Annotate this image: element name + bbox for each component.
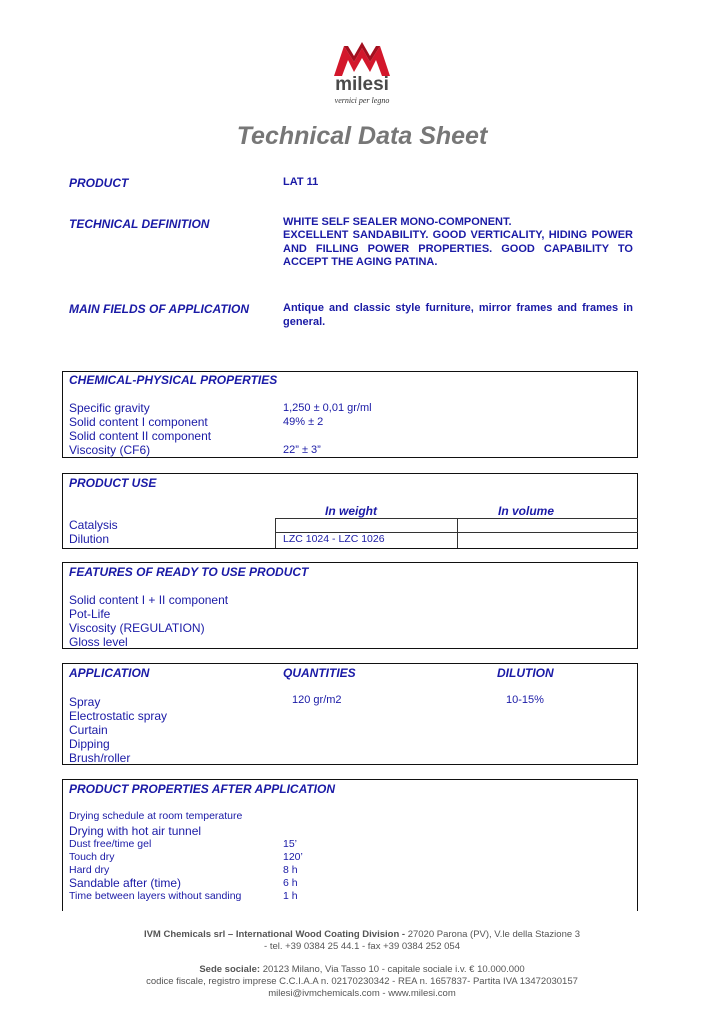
spray-quantity: 120 gr/m2 [292, 694, 342, 706]
after-row-value: 15’ [283, 838, 298, 850]
chem-row-name: Solid content II component [69, 429, 212, 443]
spray-dilution: 10-15% [506, 694, 544, 706]
main-fields-label: MAIN FIELDS OF APPLICATION [69, 302, 249, 316]
application-row: Spray [69, 695, 101, 709]
quantities-header: QUANTITIES [283, 666, 356, 680]
page-title: Technical Data Sheet [236, 122, 488, 150]
hot-air-label: Drying with hot air tunnel [69, 824, 202, 838]
application-row: Brush/roller [69, 751, 131, 765]
chem-row-name: Viscosity (CF6) [69, 443, 151, 457]
footer-fiscal: codice fiscale, registro imprese C.C.I.A.A n. 02170230342 - REA n. 1657837- Partita IVA 13472030157 [146, 976, 578, 987]
features-title: FEATURES OF READY TO USE PRODUCT [69, 565, 309, 579]
catalysis-label: Catalysis [69, 518, 118, 532]
footer-contacts: milesi@ivmchemicals.com - www.milesi.com [268, 988, 456, 999]
after-row-value: 6 h [283, 877, 298, 889]
chem-row-value: 22” ± 3” [283, 444, 321, 456]
footer-sede-label: Sede sociale: [199, 964, 261, 975]
chem-row-value: 1,250 ± 0,01 gr/ml [283, 402, 372, 414]
main-fields-value: Antique and classic style furniture, mirror frames and frames in general. [283, 302, 633, 328]
after-row-name: Hard dry [69, 864, 110, 876]
footer-company-division: Chemicals srl – International Wood Coating Division - [163, 929, 406, 940]
in-volume-header: In volume [498, 504, 555, 518]
chem-row-name: Solid content I component [69, 415, 208, 429]
footer-sede-value: 20123 Milano, Via Tasso 10 - capitale sociale i.v. € 10.000.000 [262, 964, 525, 975]
footer-company-line [0, 929, 724, 941]
logo-tagline: vernici per legno [334, 96, 390, 105]
after-row-name: Time between layers without sanding [69, 890, 242, 902]
chem-row-value: 49% ± 2 [283, 416, 324, 428]
application-row: Dipping [69, 737, 110, 751]
features-row: Gloss level [69, 635, 128, 649]
divider [275, 518, 276, 548]
milesi-logo [330, 40, 394, 112]
after-application-title: PRODUCT PROPERTIES AFTER APPLICATION [69, 782, 336, 796]
dilution-header: DILUTION [497, 666, 554, 680]
in-weight-header: In weight [325, 504, 377, 518]
after-row-name: Sandable after (time) [69, 876, 182, 890]
features-row: Viscosity (REGULATION) [69, 621, 205, 635]
after-row-value: 120’ [283, 851, 303, 863]
application-title: APPLICATION [69, 666, 150, 680]
chem-row-name: Specific gravity [69, 401, 150, 415]
technical-definition-line1: WHITE SELF SEALER MONO-COMPONENT. [283, 216, 512, 228]
technical-definition-label: TECHNICAL DEFINITION [69, 217, 210, 231]
technical-definition-text: EXCELLENT SANDABILITY. GOOD VERTICALITY, HIDING POWER AND FILLING POWER PROPERTIES. GOOD CAPABILITY TO ACCEPT THE AGING PATINA. [283, 229, 633, 268]
dilution-weight-value: LZC 1024 - LZC 1026 [283, 533, 385, 545]
dilution-label: Dilution [69, 532, 110, 546]
product-label: PRODUCT [69, 176, 129, 190]
footer-company-bold: IVM [143, 929, 161, 940]
after-row-name: Dust free/time gel [69, 838, 152, 850]
application-row: Electrostatic spray [69, 709, 168, 723]
after-row-value: 8 h [283, 864, 298, 876]
logo-mark-icon [330, 40, 394, 78]
drying-schedule-label: Drying schedule at room temperature [69, 810, 243, 822]
after-row-name: Touch dry [69, 851, 115, 863]
footer-company-address: 27020 Parona (PV), V.le della Stazione 3 [407, 929, 581, 940]
features-row: Solid content I + II component [69, 593, 229, 607]
after-row-value: 1 h [283, 890, 298, 902]
footer-sede-line [0, 964, 724, 976]
features-row: Pot-Life [69, 607, 111, 621]
logo-wordmark: milesi [335, 74, 389, 95]
product-use-title: PRODUCT USE [69, 476, 157, 490]
divider [457, 518, 458, 548]
chemical-physical-title: CHEMICAL-PHYSICAL PROPERTIES [69, 373, 278, 387]
application-row: Curtain [69, 723, 108, 737]
footer-phone: - tel. +39 0384 25 44.1 - fax +39 0384 252 054 [264, 941, 460, 952]
product-value: LAT 11 [283, 176, 319, 188]
